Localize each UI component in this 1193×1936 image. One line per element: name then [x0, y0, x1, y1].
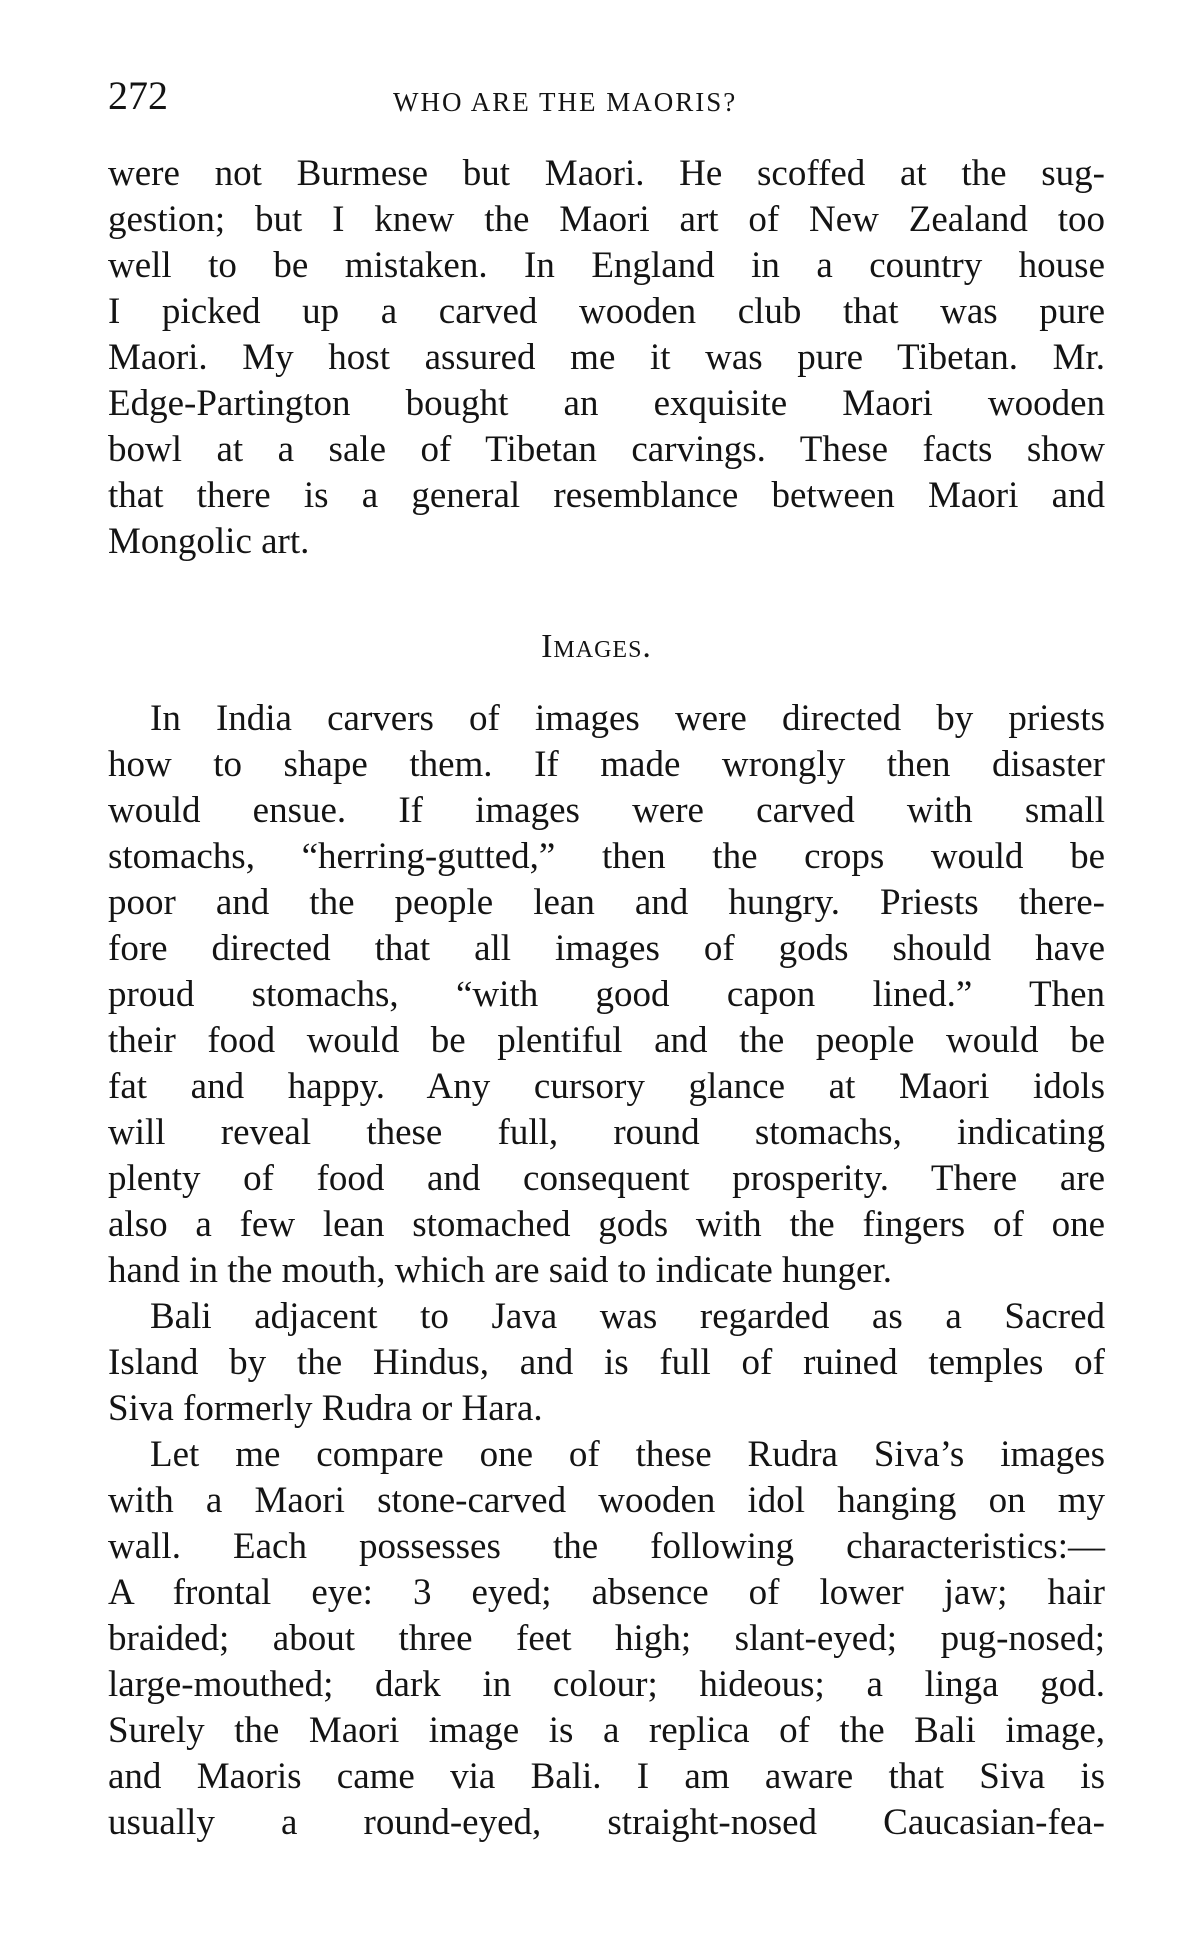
text-line: gestion; but I knew the Maori art of New Zealand too: [108, 199, 1105, 240]
text-line: wall. Each possesses the following characteristics:—: [108, 1526, 1105, 1567]
paragraph-1: [108, 151, 1105, 565]
text-line: usually a round-eyed, straight-nosed Caucasian-fea-: [108, 1802, 1105, 1843]
text-line: proud stomachs, “with good capon lined.” Then: [108, 974, 1105, 1015]
text-line: Edge-Partington bought an exquisite Maori wooden: [108, 383, 1105, 424]
text-line: stomachs, “herring-gutted,” then the crops would be: [108, 836, 1105, 877]
text-line: and Maoris came via Bali. I am aware that Siva is: [108, 1756, 1105, 1797]
text-line: large-mouthed; dark in colour; hideous; a linga god.: [108, 1664, 1105, 1705]
text-line: Surely the Maori image is a replica of the Bali image,: [108, 1710, 1105, 1751]
text-line: also a few lean stomached gods with the fingers of one: [108, 1204, 1105, 1245]
text-line: Maori. My host assured me it was pure Tibetan. Mr.: [108, 337, 1105, 378]
section-heading: Images.: [541, 628, 652, 665]
running-head: WHO ARE THE MAORIS?: [393, 87, 738, 117]
text-line: their food would be plentiful and the people would be: [108, 1020, 1105, 1061]
text-line: A frontal eye: 3 eyed; absence of lower jaw; hair: [108, 1572, 1105, 1613]
text-line: Siva formerly Rudra or Hara.: [108, 1388, 543, 1429]
text-line: well to be mistaken. In England in a country house: [108, 245, 1105, 286]
text-line: Mongolic art.: [108, 521, 310, 562]
text-line: Let me compare one of these Rudra Siva’s images: [150, 1434, 1105, 1475]
text-line: that there is a general resemblance between Maori and: [108, 475, 1105, 516]
text-line: hand in the mouth, which are said to indicate hunger.: [108, 1250, 892, 1291]
text-line: would ensue. If images were carved with small: [108, 790, 1105, 831]
page-header: [108, 66, 1108, 126]
text-line: with a Maori stone-carved wooden idol hanging on my: [108, 1480, 1105, 1521]
text-line: will reveal these full, round stomachs, indicating: [108, 1112, 1105, 1153]
text-line: Bali adjacent to Java was regarded as a Sacred: [150, 1296, 1105, 1337]
text-line: how to shape them. If made wrongly then disaster: [108, 744, 1105, 785]
text-line: bowl at a sale of Tibetan carvings. These facts show: [108, 429, 1105, 470]
images-section-body: [108, 696, 1105, 1846]
text-line: were not Burmese but Maori. He scoffed at the sug-: [108, 153, 1105, 194]
page-number: 272: [108, 73, 168, 118]
text-line: fore directed that all images of gods should have: [108, 928, 1105, 969]
text-line: braided; about three feet high; slant-eyed; pug-nosed;: [108, 1618, 1105, 1659]
text-line: fat and happy. Any cursory glance at Maori idols: [108, 1066, 1105, 1107]
text-line: I picked up a carved wooden club that was pure: [108, 291, 1105, 332]
text-line: plenty of food and consequent prosperity. There are: [108, 1158, 1105, 1199]
text-line: In India carvers of images were directed by priests: [150, 698, 1105, 739]
text-line: Island by the Hindus, and is full of ruined temples of: [108, 1342, 1105, 1383]
text-line: poor and the people lean and hungry. Priests there-: [108, 882, 1105, 923]
